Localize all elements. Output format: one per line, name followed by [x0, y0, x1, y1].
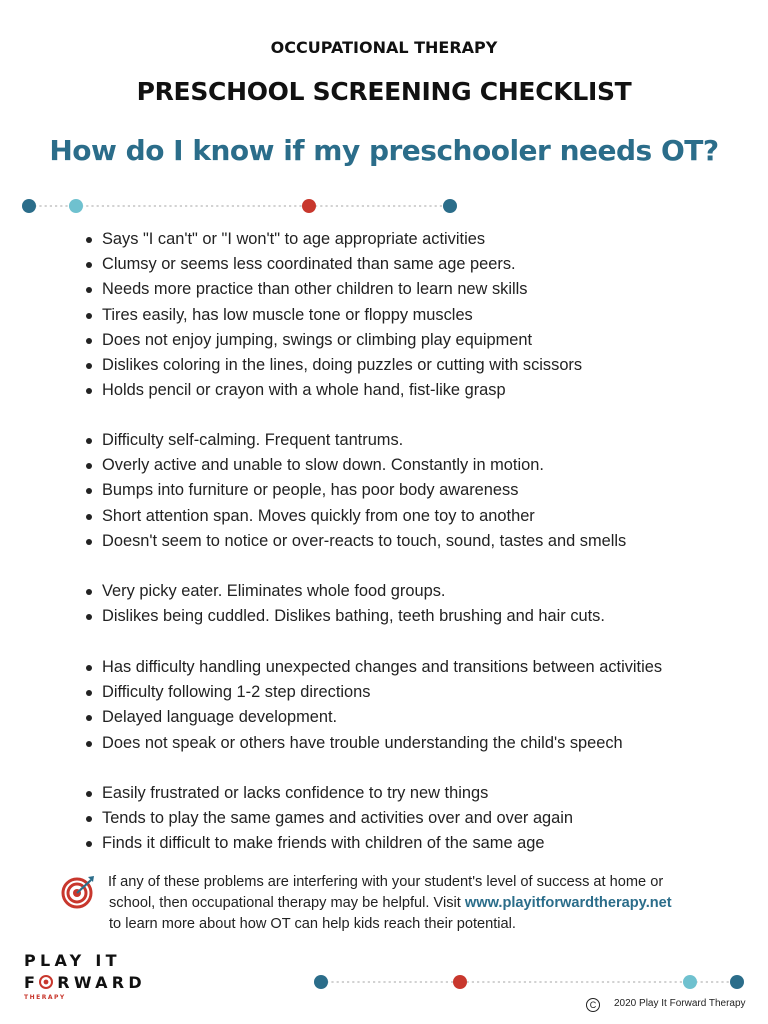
top-dotted-divider: [18, 198, 468, 214]
checklist-item: Has difficulty handling unexpected changes and transitions between activities: [86, 655, 726, 680]
checklist-group-5: [86, 781, 726, 857]
checklist-item: Doesn't seem to notice or over-reacts to touch, sound, tastes and smells: [86, 529, 726, 554]
document-title: PRESCHOOL SCREENING CHECKLIST: [136, 77, 632, 106]
checklist-item: Holds pencil or crayon with a whole hand, fist-like grasp: [86, 378, 726, 403]
document-question: How do I know if my preschooler needs OT?: [49, 134, 719, 167]
footer-note-text: school, then occupational therapy may be helpful. Visit: [109, 895, 465, 911]
checklist-item: Dislikes being cuddled. Dislikes bathing, teeth brushing and hair cuts.: [86, 604, 726, 629]
divider-dot: [302, 199, 316, 213]
website-link[interactable]: www.playitforwardtherapy.net: [464, 895, 672, 911]
checklist-item: Tires easily, has low muscle tone or floppy muscles: [86, 303, 726, 328]
checklist-item: Overly active and unable to slow down. Constantly in motion.: [86, 453, 726, 478]
checklist-item: Easily frustrated or lacks confidence to try new things: [86, 781, 726, 806]
checklist-group-3: [86, 579, 726, 629]
logo-line-2: [24, 972, 146, 994]
logo-letter-f: F: [24, 973, 40, 992]
checklist-item: Dislikes coloring in the lines, doing puzzles or cutting with scissors: [86, 353, 726, 378]
checklist-item: Clumsy or seems less coordinated than same age peers.: [86, 252, 726, 277]
divider-dot: [443, 199, 457, 213]
divider-dot: [22, 199, 36, 213]
checklist-item: Difficulty following 1-2 step directions: [86, 680, 726, 705]
checklist-item: Very picky eater. Eliminates whole food groups.: [86, 579, 726, 604]
checklist-item: Difficulty self-calming. Frequent tantrums.: [86, 428, 726, 453]
footer-note-line-1: If any of these problems are interfering with your student's level of success at home or: [108, 874, 664, 890]
play-it-forward-logo: [24, 950, 146, 1001]
checklist-item: Short attention span. Moves quickly from one toy to another: [86, 504, 726, 529]
logo-line-3: THERAPY: [24, 994, 66, 1001]
checklist-group-2: [86, 428, 726, 554]
checklist-item: Delayed language development.: [86, 705, 726, 730]
checklist-item: Does not speak or others have trouble understanding the child's speech: [86, 731, 726, 756]
divider-dot: [314, 975, 328, 989]
checklist-item: Finds it difficult to make friends with children of the same age: [86, 831, 726, 856]
divider-dot: [69, 199, 83, 213]
checklist-item: Tends to play the same games and activities over and over again: [86, 806, 726, 831]
checklist-group-1: [86, 227, 726, 403]
logo-line-1: PLAY IT: [24, 951, 121, 970]
divider-dot: [453, 975, 467, 989]
copyright-text: 2020 Play It Forward Therapy: [614, 998, 746, 1009]
checklist-item: Says "I can't" or "I won't" to age appropriate activities: [86, 227, 726, 252]
divider-dot: [683, 975, 697, 989]
logo-letters-rward: RWARD: [57, 973, 146, 992]
bottom-dotted-divider: [312, 974, 748, 990]
footer-note-line-3: to learn more about how OT can help kids reach their potential.: [109, 916, 516, 932]
target-o-icon: [39, 975, 53, 989]
checklist-item: Needs more practice than other children to learn new skills: [86, 277, 726, 302]
footer-note: [108, 872, 748, 935]
copyright-icon: C: [586, 998, 600, 1012]
checklist-group-4: [86, 655, 726, 756]
copyright-notice: [586, 998, 746, 1012]
divider-dot: [730, 975, 744, 989]
checklist-item: Does not enjoy jumping, swings or climbing play equipment: [86, 328, 726, 353]
checklist-item: Bumps into furniture or people, has poor body awareness: [86, 478, 726, 503]
document-kicker: OCCUPATIONAL THERAPY: [270, 38, 498, 57]
target-icon: [60, 874, 96, 915]
footer-note-line-2: [108, 893, 748, 914]
